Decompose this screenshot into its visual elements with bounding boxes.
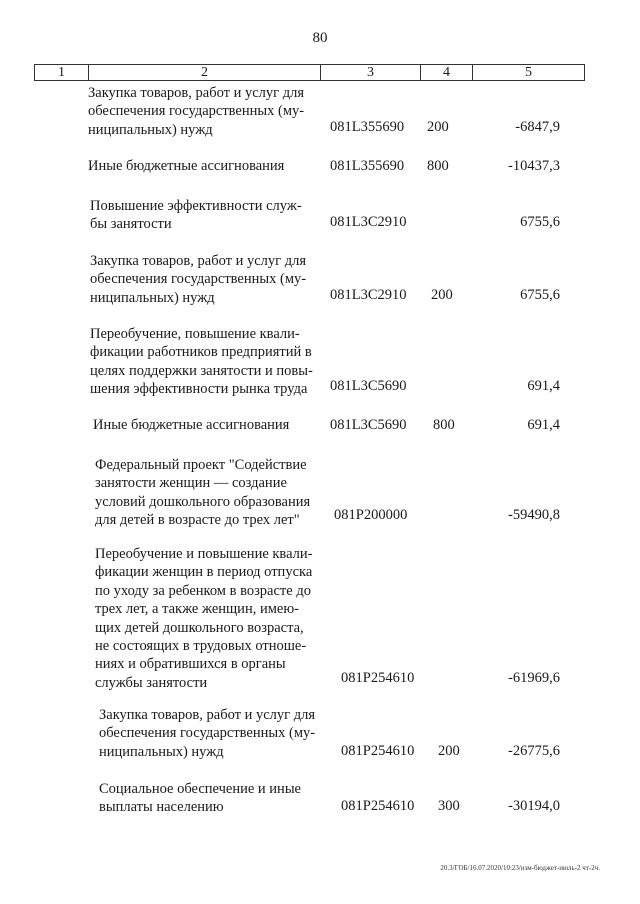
footer-stamp: 20.3/ГОБ/16.07.2020/10:23/изм-бюджет-июль-2 чт-2ч.	[440, 864, 600, 872]
row-item-name-line: бы занятости	[90, 216, 172, 233]
row-item-name	[95, 545, 333, 692]
row-item-name	[90, 197, 328, 234]
row-item-name-line: для детей в возрасте до трех лет"	[95, 512, 300, 529]
row-item-name-line: ниях и обратившихся в органы	[95, 656, 286, 673]
row-target-code: 081L3C2910	[330, 214, 407, 230]
row-item-name-line: выплаты населению	[99, 799, 224, 816]
row-target-code: 081L3C2910	[330, 287, 407, 303]
row-item-name	[90, 325, 328, 399]
row-item-name-line: занятости женщин — создание	[95, 475, 287, 492]
row-item-name	[93, 416, 331, 434]
row-item-name-line: обеспечения государственных (му-	[90, 271, 307, 288]
row-item-name-line: Закупка товаров, работ и услуг для	[99, 707, 316, 723]
page-number: 80	[312, 30, 328, 46]
row-amount: -30194,0	[508, 798, 560, 814]
row-item-name-line: обеспечения государственных (му-	[88, 103, 305, 120]
row-item-name-line: Социальное обеспечение и иные	[99, 781, 301, 797]
row-item-name	[90, 252, 328, 307]
row-item-name-line: службы занятости	[95, 674, 208, 691]
row-expense-kind: 200	[427, 119, 449, 135]
row-target-code: 081L3C5690	[330, 417, 407, 433]
row-item-name-line: Переобучение и повышение квали-	[95, 546, 313, 562]
row-item-name-line: Переобучение, повышение квали-	[90, 326, 300, 342]
row-amount: 691,4	[527, 417, 560, 433]
row-item-name-line: Иные бюджетные ассигнования	[88, 158, 285, 174]
row-item-name-line: условий дошкольного образования	[95, 493, 311, 510]
header-col-1: 1	[35, 65, 89, 80]
row-amount: -10437,3	[508, 158, 560, 174]
row-item-name-line: Повышение эффективности служ-	[90, 198, 302, 214]
row-target-code: 081P200000	[334, 507, 408, 523]
row-expense-kind: 800	[427, 158, 449, 174]
row-expense-kind: 200	[438, 743, 460, 759]
row-amount: -61969,6	[508, 670, 560, 686]
row-item-name-line: фикации работников предприятий в	[90, 344, 312, 361]
row-item-name-line: щих детей дошкольного возраста,	[95, 619, 304, 636]
row-item-name-line: ниципальных) нужд	[99, 743, 224, 760]
header-col-5: 5	[525, 65, 532, 80]
row-target-code: 081P254610	[341, 798, 415, 814]
row-item-name-line: обеспечения государственных (му-	[99, 725, 316, 742]
row-item-name	[99, 780, 337, 817]
row-expense-kind: 200	[431, 287, 453, 303]
row-item-name-line: ниципальных) нужд	[88, 121, 213, 138]
row-item-name	[88, 157, 326, 175]
header-col-3: 3	[321, 65, 421, 80]
row-amount: -6847,9	[515, 119, 560, 135]
header-col-4: 4	[421, 65, 473, 80]
row-item-name-line: шения эффективности рынка труда	[90, 381, 308, 398]
header-col-2: 2	[89, 65, 321, 80]
row-item-name-line: фикации женщин в период отпуска	[95, 564, 313, 581]
row-amount: 691,4	[527, 378, 560, 394]
row-item-name	[88, 84, 326, 139]
row-item-name-line: Закупка товаров, работ и услуг для	[90, 253, 307, 269]
row-amount: 6755,6	[520, 214, 560, 230]
row-target-code: 081L355690	[330, 119, 405, 135]
row-item-name-line: Закупка товаров, работ и услуг для	[88, 85, 305, 101]
row-target-code: 081L355690	[330, 158, 405, 174]
row-item-name-line: ниципальных) нужд	[90, 289, 215, 306]
row-target-code: 081P254610	[341, 670, 415, 686]
row-target-code: 081P254610	[341, 743, 415, 759]
row-item-name	[99, 706, 337, 761]
row-target-code: 081L3C5690	[330, 378, 407, 394]
row-item-name-line: трех лет, а также женщин, имею-	[95, 601, 299, 618]
row-amount: 6755,6	[520, 287, 560, 303]
row-item-name	[95, 456, 333, 530]
row-item-name-line: не состоящих в трудовых отноше-	[95, 638, 307, 655]
row-amount: -59490,8	[508, 507, 560, 523]
row-amount: -26775,6	[508, 743, 560, 759]
row-item-name-line: Иные бюджетные ассигнования	[93, 417, 290, 433]
table-header-row	[34, 64, 585, 81]
row-item-name-line: по уходу за ребенком в возрасте до	[95, 582, 311, 599]
row-expense-kind: 800	[433, 417, 455, 433]
row-item-name-line: Федеральный проект "Содействие	[95, 457, 307, 473]
row-item-name-line: целях поддержки занятости и повы-	[90, 362, 313, 379]
row-expense-kind: 300	[438, 798, 460, 814]
